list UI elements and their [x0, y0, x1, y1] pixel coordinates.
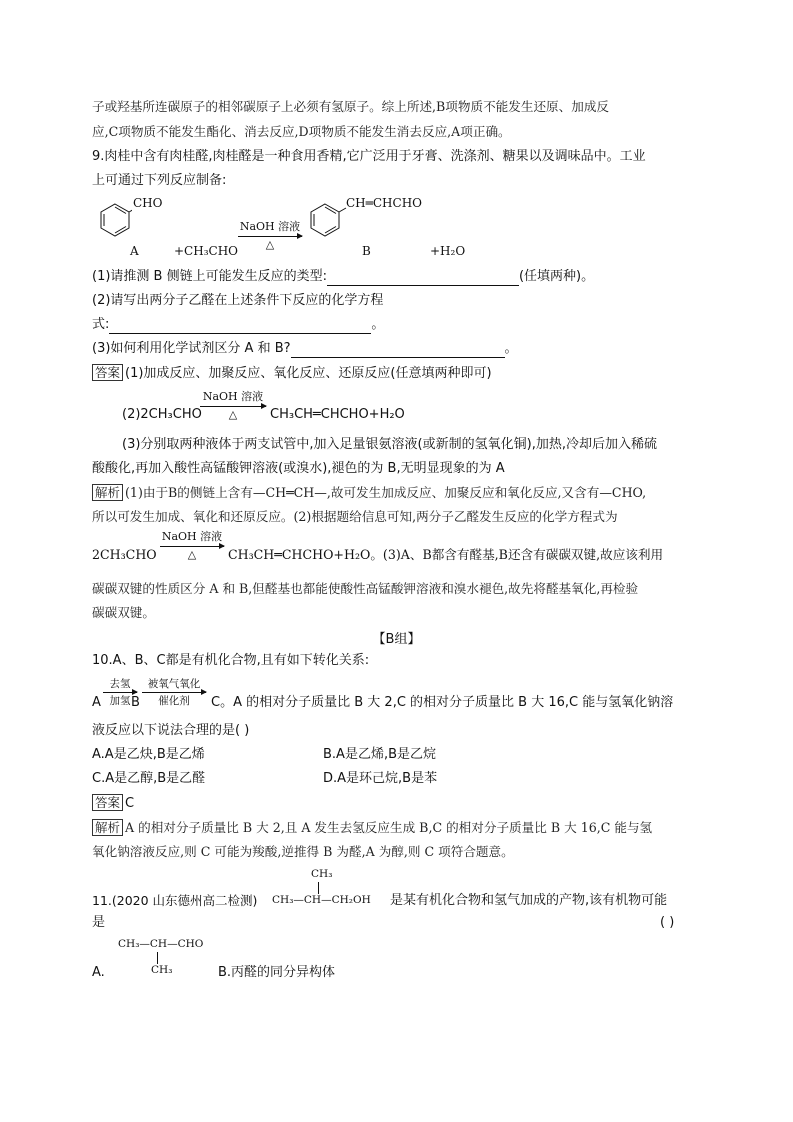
- group-heading: 【B组】: [372, 632, 421, 647]
- q9-a-label: A: [130, 244, 139, 258]
- q9-answer3: (3)分别取两种液体于两支试管中,加入足量银氨溶液(或新制的氢氧化铜),加热,冷却后加入稀硫: [122, 437, 657, 452]
- arrow-heat: △: [228, 408, 238, 421]
- q10-arrow-2: [142, 680, 206, 710]
- q9-answer3-cont: 酸酸化,再加入酸性高锰酸钾溶液(或溴水),褪色的为 B,无明显现象的为 A: [92, 461, 505, 476]
- q9-analysis-line: 所以可发生加成、氧化和还原反应。(2)根据题给信息可知,两分子乙醛发生反应的化学方程式为: [92, 509, 618, 524]
- q9-sub2-cont: 式: 。: [92, 317, 385, 332]
- q10-conversion: [0, 674, 793, 714]
- benzene-ring-a: [98, 202, 132, 240]
- equation-left: (2)2CH₃CHO: [122, 407, 202, 422]
- arrow-condition: 去氢: [109, 678, 131, 690]
- analysis-label: 解析: [92, 484, 123, 501]
- q10-analysis: 解析 A 的相对分子质量比 B 大 2,且 A 发生去氢反应生成 B,C 的相对分子质量比 B 大 16,C 能与氢: [92, 819, 652, 837]
- q11-branch: CH₃: [311, 868, 333, 880]
- answer-blank[interactable]: [109, 319, 371, 334]
- q9-product-water: +H₂O: [430, 244, 466, 258]
- q9-reaction-arrow: [238, 220, 302, 254]
- q11-stem-cont: 是: [92, 915, 106, 930]
- q9-stem: 9.肉桂中含有肉桂醛,肉桂醛是一种食用香精,它广泛用于牙膏、洗涤剂、糖果以及调味品中。工业: [92, 149, 646, 164]
- arrow-condition: 催化剂: [158, 695, 190, 707]
- q10-option-b[interactable]: B.A是乙烯,B是乙烷: [323, 747, 436, 762]
- q10-stem-cont: 液反应以下说法合理的是( ): [92, 723, 250, 738]
- equation-arrow: [200, 390, 266, 424]
- q11-option-b[interactable]: B.丙醛的同分异构体: [218, 965, 336, 980]
- answer-blank[interactable]: [291, 343, 505, 358]
- equation-right: CH₃CH═CHCHO+H₂O。(3)A、B都含有醛基,B还含有碳碳双键,故应该利用: [228, 547, 664, 562]
- q9-stem: 上可通过下列反应制备:: [92, 173, 227, 188]
- q11-stem-rest: 是某有机化合物和氢气加成的产物,该有机物可能: [390, 893, 668, 908]
- arrow-condition: 被氧气氧化: [147, 678, 201, 690]
- q11-source: 11.(2020 山东德州高二检测): [92, 893, 258, 908]
- q10-option-d[interactable]: D.A是环己烷,B是苯: [323, 771, 438, 786]
- q9-heat: △: [265, 238, 275, 251]
- explanation-line: 子或羟基所连碳原子的相邻碳原子上必须有氢原子。综上所述,B项物质不能发生还原、加成反: [92, 99, 610, 114]
- compound-b: B: [131, 695, 140, 710]
- explanation-line: 应,C项物质不能发生酯化、消去反应,D项物质不能发生消去反应,A项正确。: [92, 124, 511, 139]
- q11-options: [0, 932, 793, 992]
- answer-paren[interactable]: ( ): [660, 915, 675, 930]
- q10-stem-rest: C。A 的相对分子质量比 B 大 2,C 的相对分子质量比 B 大 16,C 能与氢氧化钠溶: [211, 695, 674, 710]
- q9-sub3: (3)如何利用化学试剂区分 A 和 B? 。: [92, 341, 518, 356]
- q9-analysis-line: 碳碳双键的性质区分 A 和 B,但醛基也都能使酸性高锰酸钾溶液和溴水褪色,故先将醛基氧化,再检验: [92, 581, 639, 596]
- q10-option-c[interactable]: C.A是乙醇,B是乙醛: [92, 771, 206, 786]
- bond-line: [318, 882, 319, 894]
- answer-label: 答案: [92, 364, 123, 381]
- arrow-condition: 加氢: [109, 695, 131, 707]
- q11-option-a[interactable]: A.: [92, 965, 105, 980]
- q10-analysis-line: 氧化钠溶液反应,则 C 可能为羧酸,逆推得 B 为醛,A 为醇,则 C 项符合题意。: [92, 844, 514, 859]
- q9-answer: 答案 (1)加成反应、加聚反应、氧化反应、还原反应(任意填两种即可): [92, 364, 492, 383]
- q9-analysis-equation: [0, 528, 793, 564]
- arrow-condition: NaOH 溶液: [202, 390, 264, 403]
- equation-right: CH₃CH═CHCHO+H₂O: [270, 407, 405, 422]
- q9-a-substituent: CHO: [133, 196, 163, 210]
- q9-sub1: (1)请推测 B 侧链上可能发生反应的类型: (任填两种)。: [92, 269, 595, 284]
- q9-b-label: B: [362, 244, 371, 258]
- equation-arrow: [160, 530, 224, 564]
- q9-analysis: 解析 (1)由于B的侧链上含有—CH═CH—,故可发生加成反应、加聚反应和氧化反应,又含有—CHO,: [92, 484, 646, 502]
- q9-analysis-line: 碳碳双键。: [92, 605, 155, 620]
- q9-sub2: (2)请写出两分子乙醛在上述条件下反应的化学方程: [92, 293, 384, 308]
- q11-chain: CH₃—CH—CH₂OH: [272, 894, 371, 906]
- q9-reagent: +CH₃CHO: [174, 244, 238, 258]
- q11-stem: [0, 864, 793, 934]
- analysis-label: 解析: [92, 819, 123, 836]
- q10-stem: 10.A、B、C都是有机化合物,且有如下转化关系:: [92, 653, 370, 668]
- q9-answer2: [0, 388, 793, 428]
- q11-option-a-chain: CH₃—CH—CHO: [118, 938, 204, 950]
- compound-a: A: [92, 695, 101, 710]
- q11-option-a-branch: CH₃: [151, 964, 173, 976]
- q10-answer: 答案 C: [92, 794, 134, 813]
- arrow-condition: NaOH 溶液: [161, 530, 223, 543]
- arrow-heat: △: [187, 548, 197, 561]
- equation-left: 2CH₃CHO: [92, 547, 157, 562]
- q9-reaction-scheme: [0, 190, 793, 265]
- answer-blank[interactable]: [327, 271, 519, 286]
- q9-condition: NaOH 溶液: [239, 220, 301, 233]
- answer-label: 答案: [92, 794, 123, 811]
- bond-line: [157, 952, 158, 964]
- q10-option-a[interactable]: A.A是乙炔,B是乙烯: [92, 747, 205, 762]
- q9-b-substituent: CH═CHCHO: [346, 196, 423, 210]
